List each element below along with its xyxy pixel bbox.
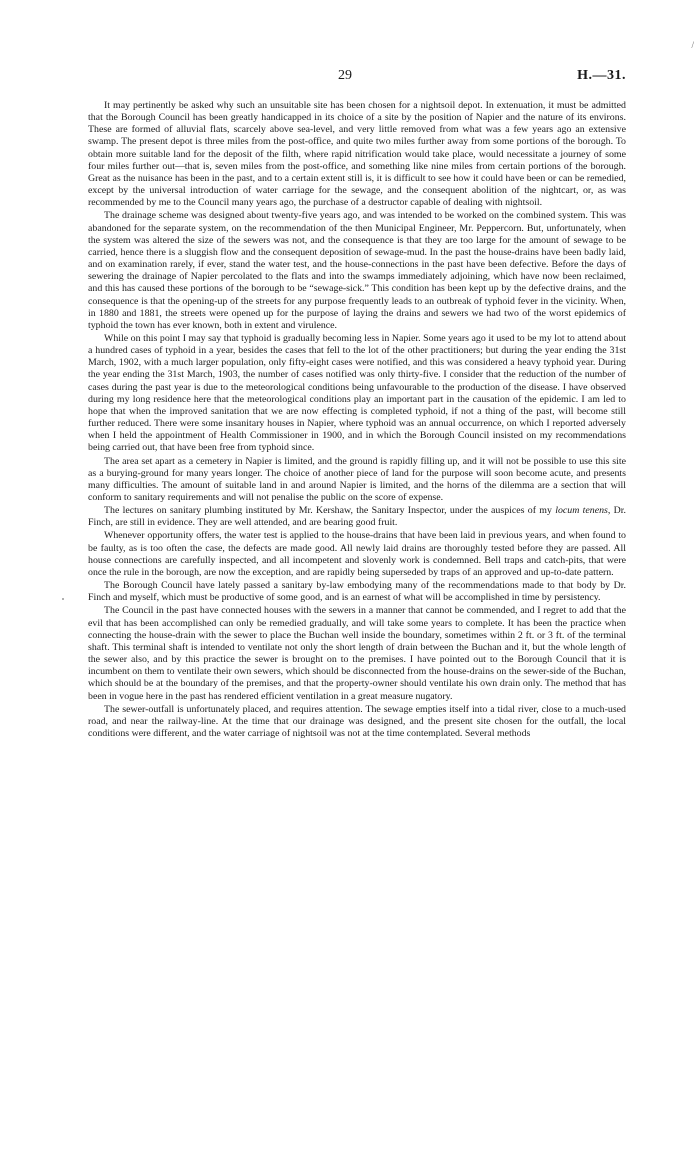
paragraph-plumbing-lectures: The lectures on sanitary plumbing instituted by Mr. Kershaw, the Sanitary Inspector, under the auspices of my locum tenens, Dr. Finch, are still in evidence. They are well attended, and are bearing good fruit. (88, 505, 626, 529)
margin-dot (62, 598, 64, 600)
paragraph-house-connections: The Council in the past have connected houses with the sewers in a manner that cannot be commended, and I regret to add that the evil that has been accomplished can only be remedied gradually, and will take some years to complete. It has been the practice when connecting the house-drain with the sewer to place the Buchan well inside the boundary, sometimes within 2 ft. or 3 ft. of the terminal shaft. This terminal shaft is intended to ventilate not only the short length of drain between the Buchan and it, but the whole length of the sewer also, and by this practice the sewer is brought on to the premises. I have pointed out to the Borough Council that it is incumbent on them to ventilate their own sewers, which should be disconnected from the house-drains on the sewer-side of the Buchan, which should be at the boundary of the premises, and that the property-owner should ventilate his own drain only. The method that has been in vogue here in the past has rendered efficient ventilation in a great measure nugatory. (88, 605, 626, 702)
paragraph-cemetery: The area set apart as a cemetery in Napier is limited, and the ground is rapidly filling up, and it will not be possible to use this site as a burying-ground for many years longer. The choice of another piece of land for the purpose will soon become acute, and presents many difficulties. The amount of suitable land in and around Napier is limited, and the horns of the dilemma are a section that will conform to sanitary requirements and will not penalise the public on the score of expense. (88, 455, 626, 503)
paragraph-water-test: Whenever opportunity offers, the water test is applied to the house-drains that have been laid in previous years, and when found to be faulty, as is too often the case, the defects are made good. All newly laid drains are thoroughly tested before they are passed. All house connections are carefully inspected, and all incompetent and slovenly work is condemned. Bell traps and catch-pits, that were once the rule in the borough, are now the exception, and are rapidly being superseded by traps of an approved and up-to-date pattern. (88, 530, 626, 578)
page-number: 29 (338, 68, 352, 83)
paragraph-by-law: The Borough Council have lately passed a sanitary by-law embodying many of the recommendations made to that body by Dr. Finch and myself, which must be productive of some good, and is an earnest of what will be accomplished in time by persistency. (88, 580, 626, 604)
body-text (88, 100, 626, 741)
locum-tenens-italic: locum tenens (555, 505, 608, 517)
paragraph-nightsoil-depot: It may pertinently be asked why such an unsuitable site has been chosen for a nightsoil depot. In extenuation, it must be admitted that the Borough Council has been greatly handicapped in its choice of a site by the position of Napier and the nature of its environs. These are formed of alluvial flats, scarcely above sea-level, and very little removed from what was a few years ago an extensive swamp. The present depot is three miles from the post-office, and quite two miles further away from some portions of the borough. To obtain more suitable land for the deposit of the filth, where rapid nitrification would take place, would necessitate a journey of some four miles further out—that is, seven miles from the post-office, and something like nine miles from certain portions of the borough. Great as the nuisance has been in the past, and to a certain extent still is, it is difficult to see how it could have been or can be remedied, except by the universal introduction of water carriage for the sewage, and the consequent abolition of the nightcart, or, as was recommended by me to the Council many years ago, the purchase of a destructor capable of dealing with nightsoil. (88, 100, 626, 209)
paragraph-drainage-scheme: The drainage scheme was designed about twenty-five years ago, and was intended to be worked on the combined system. This was abandoned for the separate system, on the recommendation of the then Municipal Engineer, Mr. Peppercorn. But, unfortunately, when the system was altered the size of the sewers was not, and the consequence is that they are too large for the amount of sewage to be carried, hence there is a sluggish flow and the consequent deposition of sewage-mud. In the past the house-drains have been badly laid, and on examination rarely, if ever, stand the water test, and the house-connections in the past have been defective. Before the days of sewering the drainage of Napier percolated to the flats and into the swamps immediately adjoining, which have now been reclaimed, and this has caused these portions of the borough to be “sewage-sick.” This condition has been kept up by the defective drains, and the consequence is that the opening-up of the streets for any purpose frequently leads to an outbreak of typhoid fever in the vicinity. When, in 1880 and 1881, the streets were opened up for the purpose of laying the drains and sewers we had two of the worst epidemics of typhoid the town has ever known, both in extent and virulence. (88, 210, 626, 331)
page-header (88, 68, 626, 88)
paragraph-typhoid: While on this point I may say that typhoid is gradually becoming less in Napier. Some years ago it used to be my lot to attend about a hundred cases of typhoid in a year, besides the cases that fell to the lot of the other practitioners; but during the year ending the 31st March, 1902, with a much larger population, only fifty-eight cases were notified, and this was considered a heavy typhoid year. During the year ending the 31st March, 1903, the number of cases notified was only thirty-five. I consider that the reduction of the number of cases during the past year is due to the meteorological conditions being unfavourable to the production of the disease. I have observed during my long residence here that the meteorological conditions play an important part in the causation of the epidemic. I am led to hope that when the improved sanitation that we are now effecting is completed typhoid, if not a thing of the past, will become still further reduced. There were some insanitary houses in Napier, where typhoid was an annual occurrence, on which I reported adversely when I held the appointment of Health Commissioner in 1900, and in which the Borough Council insisted on my recommendations being carried out, that have been free from typhoid since. (88, 332, 626, 454)
margin-mark: / (691, 40, 694, 50)
paragraph-sewer-outfall: The sewer-outfall is unfortunately placed, and requires attention. The sewage empties itself into a tidal river, close to a much-used road, and near the railway-line. At the time that our drainage was designed, and the present site chosen for the outfall, the local conditions were different, and the water carriage of nightsoil was not at the time contemplated. Several methods (88, 703, 626, 739)
document-reference: H.—31. (577, 68, 626, 83)
